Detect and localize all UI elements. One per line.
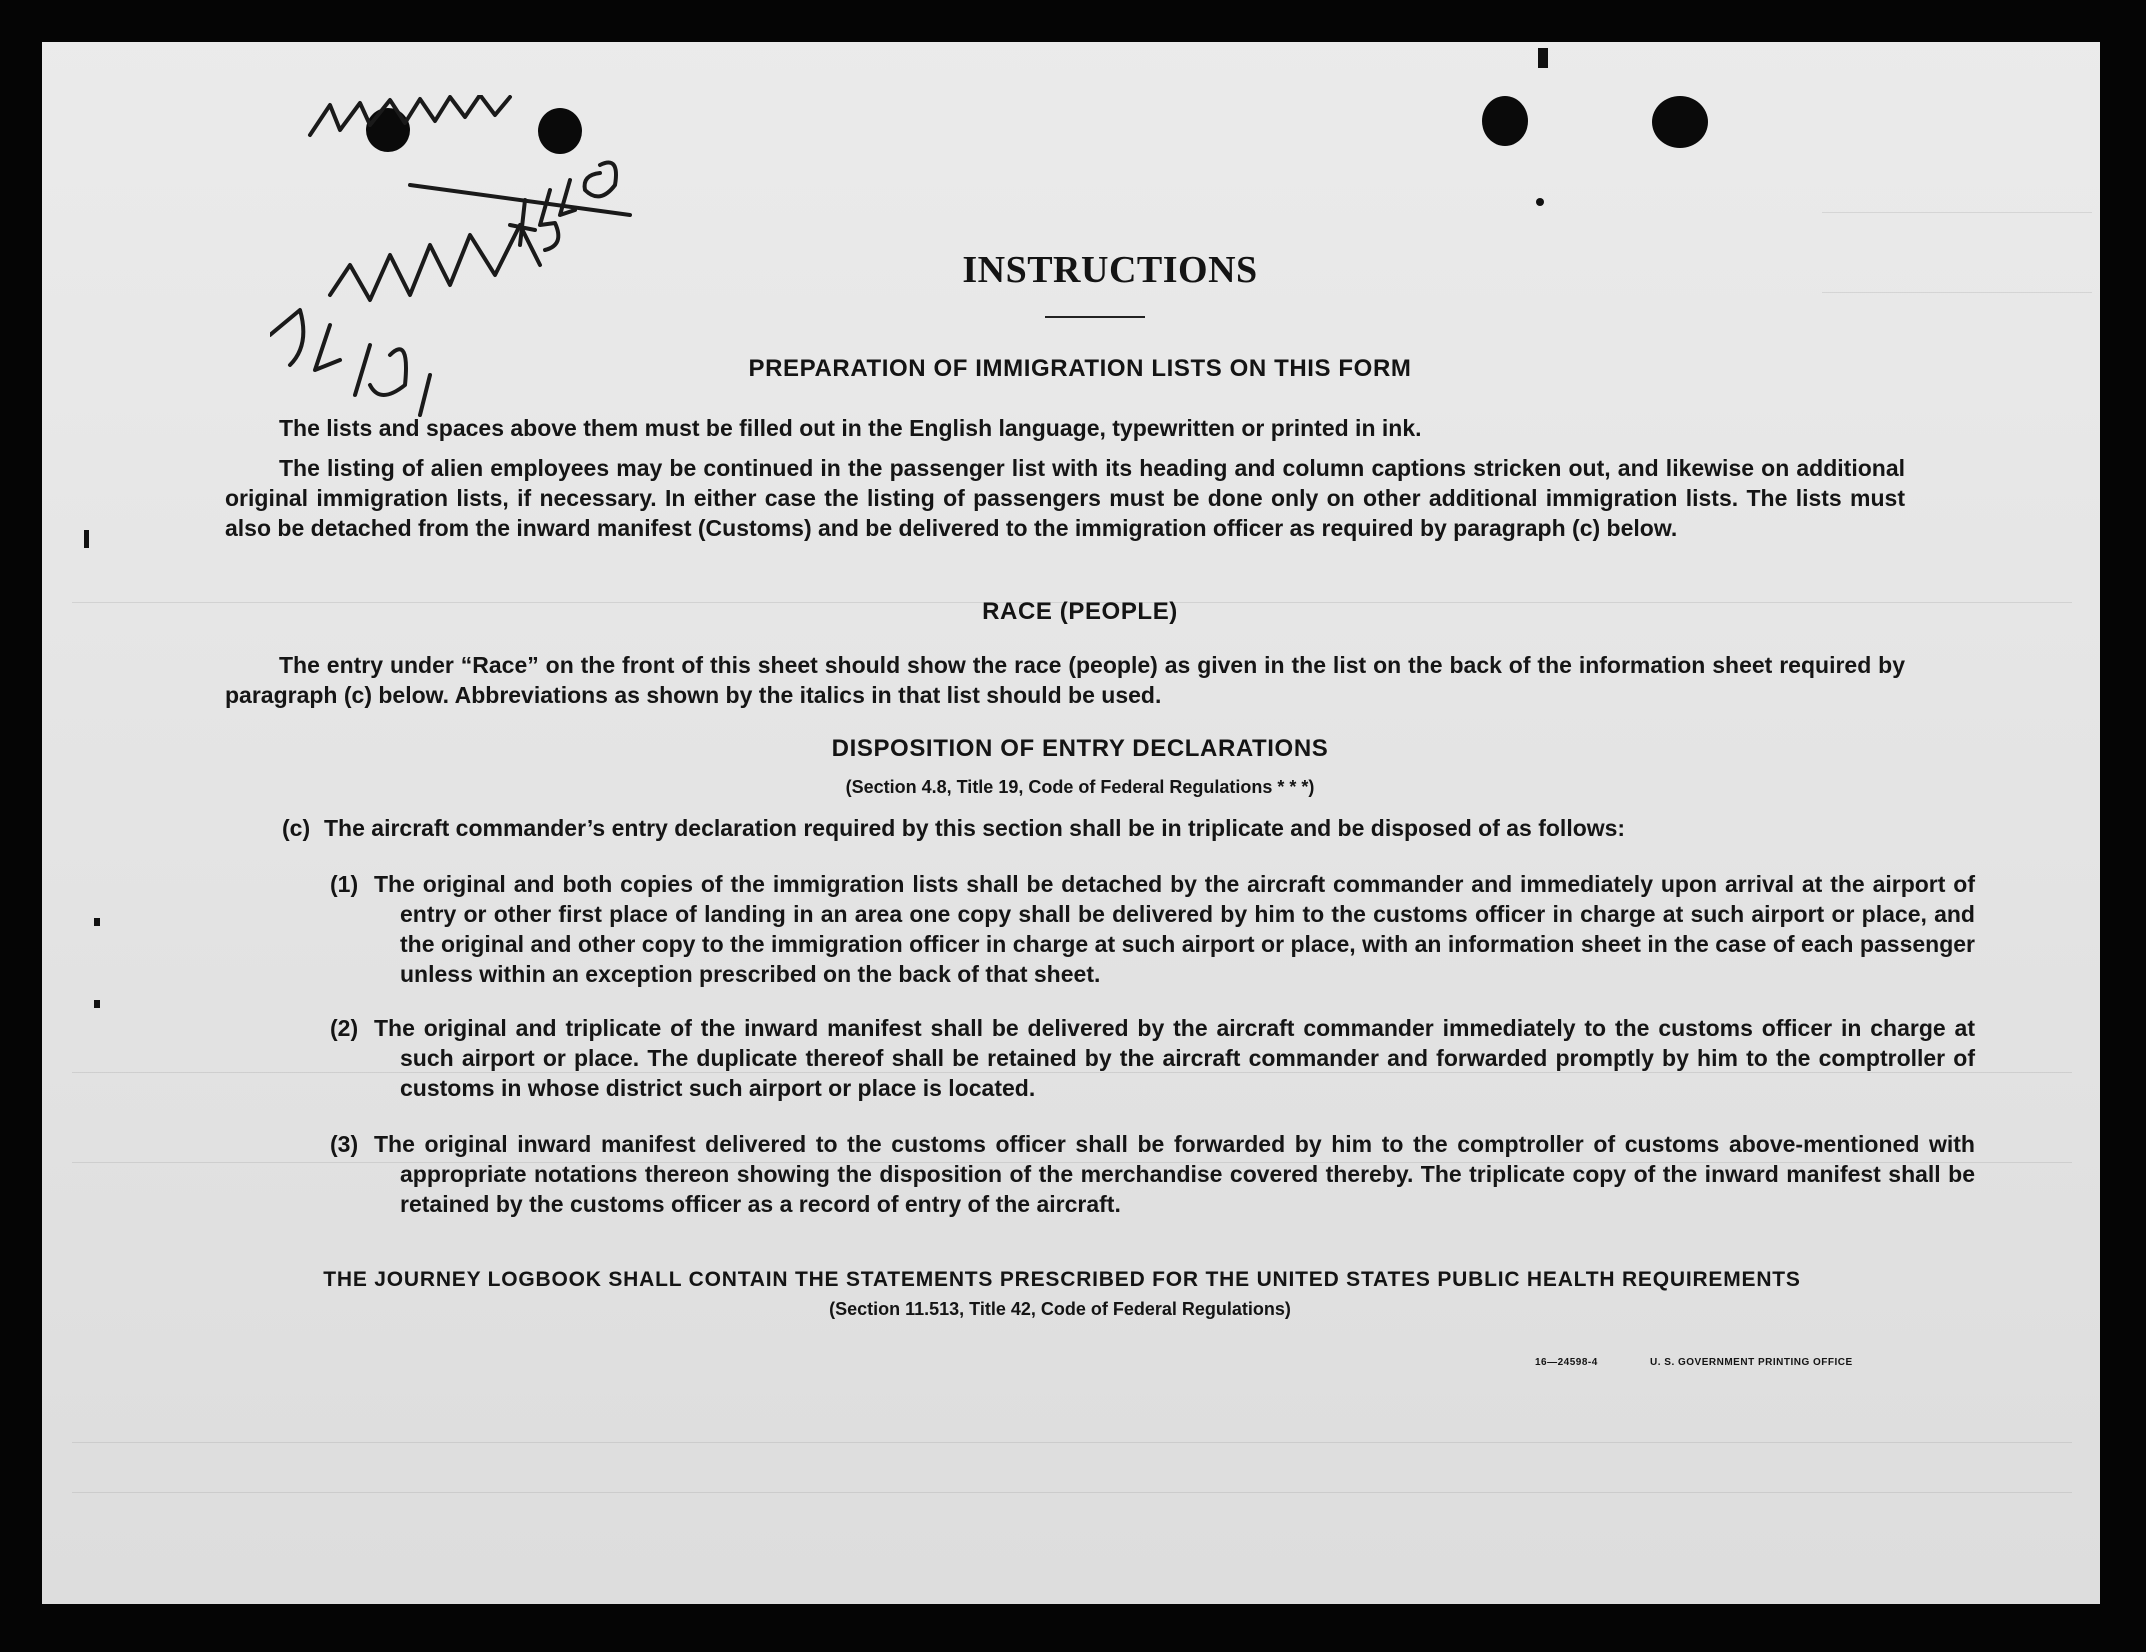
section-heading-preparation: PREPARATION OF IMMIGRATION LISTS ON THIS FORM — [748, 355, 1412, 382]
item-2-text: The original and triplicate of the inward manifest shall be delivered by the aircraft commander immediately to the customs officer in charge at such airport or place. The duplicate thereof shall be retained by the aircraft commander and forwarded promptly by him to the comptroller of customs in whose district such airport or place is located. — [374, 1015, 1975, 1101]
item-2-label: (2) — [330, 1015, 359, 1041]
preparation-paragraph-1: The lists and spaces above them must be filled out in the English language, typewritten or printed in ink. — [279, 415, 1422, 441]
paragraph-c-text: The aircraft commander’s entry declaration required by this section shall be in triplicate and be disposed of as follows: — [324, 815, 1626, 841]
item-1-label: (1) — [330, 871, 359, 897]
health-requirements-heading: THE JOURNEY LOGBOOK SHALL CONTAIN THE STATEMENTS PRESCRIBED FOR THE UNITED STATES PUBLIC HEALTH REQUIREMENTS — [323, 1268, 1801, 1291]
section-heading-race: RACE (PEOPLE) — [982, 598, 1178, 625]
health-requirements-citation: (Section 11.513, Title 42, Code of Federal Regulations) — [829, 1299, 1291, 1319]
print-code: 16—24598-4 — [1535, 1357, 1598, 1368]
race-paragraph: The entry under “Race” on the front of this sheet should show the race (people) as given in the list on the back of the information sheet required by paragraph (c) below. Abbreviations as shown by the italics in that list should be used. — [225, 652, 1905, 708]
section-heading-disposition: DISPOSITION OF ENTRY DECLARATIONS — [831, 735, 1329, 762]
preparation-paragraph-2: The listing of alien employees may be continued in the passenger list with its heading and column captions stricken out, and likewise on additional original immigration lists, if necessary. In either case the listing of passengers must be done only on other additional immigration lists. The lists must also be detached from the inward manifest (Customs) and be delivered to the immigration officer as required by paragraph (c) below. — [225, 455, 1905, 541]
printer-imprint: U. S. GOVERNMENT PRINTING OFFICE — [1650, 1357, 1853, 1368]
item-1-text: The original and both copies of the immigration lists shall be detached by the aircraft commander and immediately upon arrival at the airport of entry or other first place of landing in an area one copy shall be delivered by him to the customs officer in charge at such airport or place, and the original and other copy to the immigration officer in charge at such airport or place, with an information sheet in the case of each passenger unless within an exception prescribed on the back of that sheet. — [374, 871, 1975, 987]
page-title: INSTRUCTIONS — [962, 249, 1258, 291]
disposition-citation: (Section 4.8, Title 19, Code of Federal Regulations * * *) — [845, 777, 1315, 797]
item-3-label: (3) — [330, 1131, 359, 1157]
paragraph-c-label: (c) — [282, 815, 311, 841]
item-3-text: The original inward manifest delivered to the customs officer shall be forwarded by him to the comptroller of customs above-mentioned with appropriate notations thereon showing the disposition of the merchandise covered thereby. The triplicate copy of the inward manifest shall be retained by the customs officer as a record of entry of the aircraft. — [374, 1131, 1975, 1217]
title-underline — [1045, 316, 1145, 318]
